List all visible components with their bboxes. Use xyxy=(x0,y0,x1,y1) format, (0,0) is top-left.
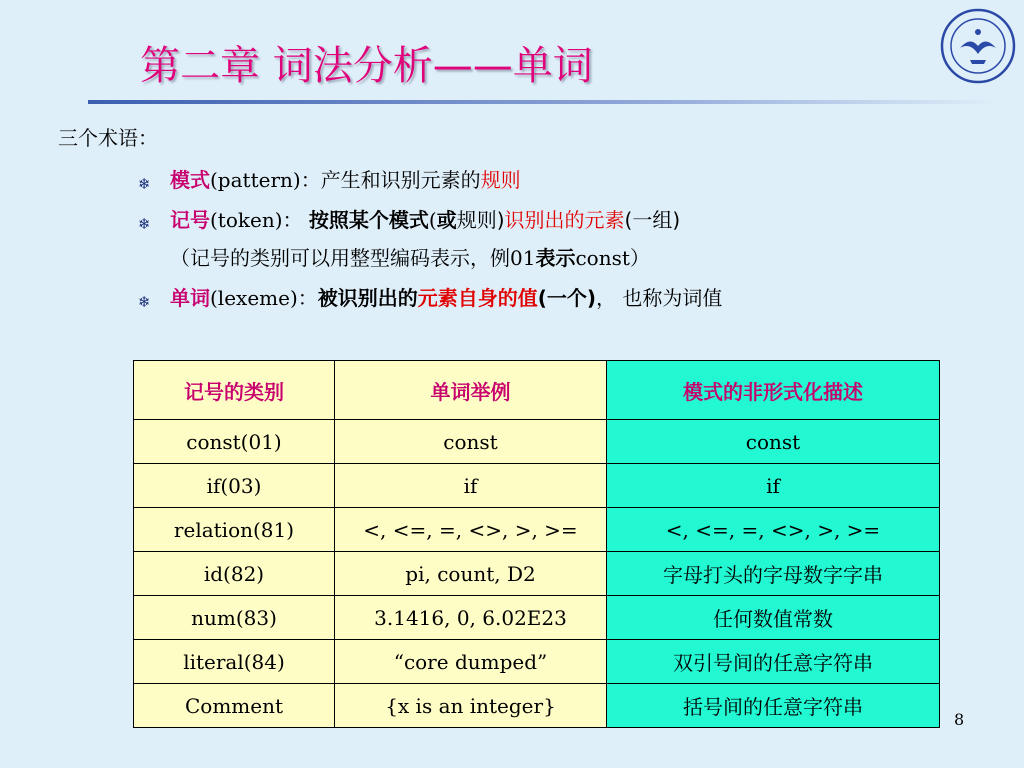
token-table xyxy=(133,360,940,728)
snowflake-bullet-icon: ❄ xyxy=(138,175,151,193)
token-or: 或 xyxy=(436,208,457,232)
table-cell: const(01) xyxy=(134,420,335,464)
pattern-highlight: 规则 xyxy=(480,168,521,192)
token-highlight: 识别出的元素 xyxy=(504,208,625,232)
pattern-colon: ： xyxy=(300,168,321,192)
table-row xyxy=(134,596,940,640)
table-cell: <, <=, =, <>, >, >= xyxy=(335,508,607,552)
lexeme-english: (lexeme) xyxy=(210,286,298,310)
header-pattern-description: 模式的非形式化描述 xyxy=(607,361,940,420)
pattern-term: 模式 xyxy=(170,168,210,192)
token-group: (一组) xyxy=(624,208,681,232)
token-note-word: 表示 xyxy=(535,246,576,270)
token-colon: ： xyxy=(282,208,303,232)
slide-title: 第二章 词法分析——单词 xyxy=(140,43,593,89)
lexeme-term: 单词 xyxy=(170,286,210,310)
table-row xyxy=(134,464,940,508)
table-cell: relation(81) xyxy=(134,508,335,552)
header-lexeme-examples: 单词举例 xyxy=(335,361,607,420)
table-cell: 双引号间的任意字符串 xyxy=(607,640,940,684)
header-token-class: 记号的类别 xyxy=(134,361,335,420)
page-number: 8 xyxy=(954,710,965,729)
token-note-number: 01 xyxy=(510,246,536,270)
table-cell: Comment xyxy=(134,684,335,728)
pattern-line xyxy=(138,164,521,193)
token-term: 记号 xyxy=(170,208,210,232)
table-row xyxy=(134,508,940,552)
table-cell: const xyxy=(335,420,607,464)
table-cell: 字母打头的字母数字字串 xyxy=(607,552,940,596)
snowflake-bullet-icon: ❄ xyxy=(138,293,151,311)
token-paren-open: ( xyxy=(428,208,437,232)
lexeme-highlight: 元素自身的值 xyxy=(417,286,538,310)
table-row xyxy=(134,640,940,684)
snowflake-bullet-icon: ❄ xyxy=(138,215,151,233)
table-row xyxy=(134,684,940,728)
token-rule: 规则) xyxy=(456,208,505,232)
table-cell: if(03) xyxy=(134,464,335,508)
token-note-const: const xyxy=(575,246,630,270)
lexeme-colon: ： xyxy=(297,286,318,310)
token-note-line xyxy=(138,242,650,271)
table-header-row xyxy=(134,361,940,420)
table-cell: 任何数值常数 xyxy=(607,596,940,640)
table-cell: pi, count, D2 xyxy=(335,552,607,596)
token-description: 按照某个模式 xyxy=(308,208,429,232)
table-row xyxy=(134,552,940,596)
terms-heading: 三个术语： xyxy=(58,126,158,150)
pattern-description: 产生和识别元素的 xyxy=(320,168,481,192)
title-underline xyxy=(88,100,1000,104)
table-row xyxy=(134,420,940,464)
lexeme-also-called: ， 也称为词值 xyxy=(596,286,723,310)
table-cell: if xyxy=(607,464,940,508)
table-cell: id(82) xyxy=(134,552,335,596)
lexeme-line xyxy=(138,282,722,311)
token-line xyxy=(138,204,680,233)
university-logo-icon xyxy=(940,8,1016,84)
table-cell: “core dumped” xyxy=(335,640,607,684)
table-cell: {x is an integer} xyxy=(335,684,607,728)
table-cell: <, <=, =, <>, >, >= xyxy=(607,508,940,552)
table-cell: num(83) xyxy=(134,596,335,640)
lexeme-description: 被识别出的 xyxy=(317,286,418,310)
table-cell: 3.1416, 0, 6.02E23 xyxy=(335,596,607,640)
token-note-start: （记号的类别可以用整型编码表示，例 xyxy=(170,246,510,270)
table-cell: if xyxy=(335,464,607,508)
token-note-end: ） xyxy=(629,246,650,270)
table-cell: const xyxy=(607,420,940,464)
pattern-english: (pattern) xyxy=(210,168,301,192)
table-cell: 括号间的任意字符串 xyxy=(607,684,940,728)
token-english: (token) xyxy=(210,208,283,232)
table-cell: literal(84) xyxy=(134,640,335,684)
lexeme-one: (一个) xyxy=(537,286,597,310)
